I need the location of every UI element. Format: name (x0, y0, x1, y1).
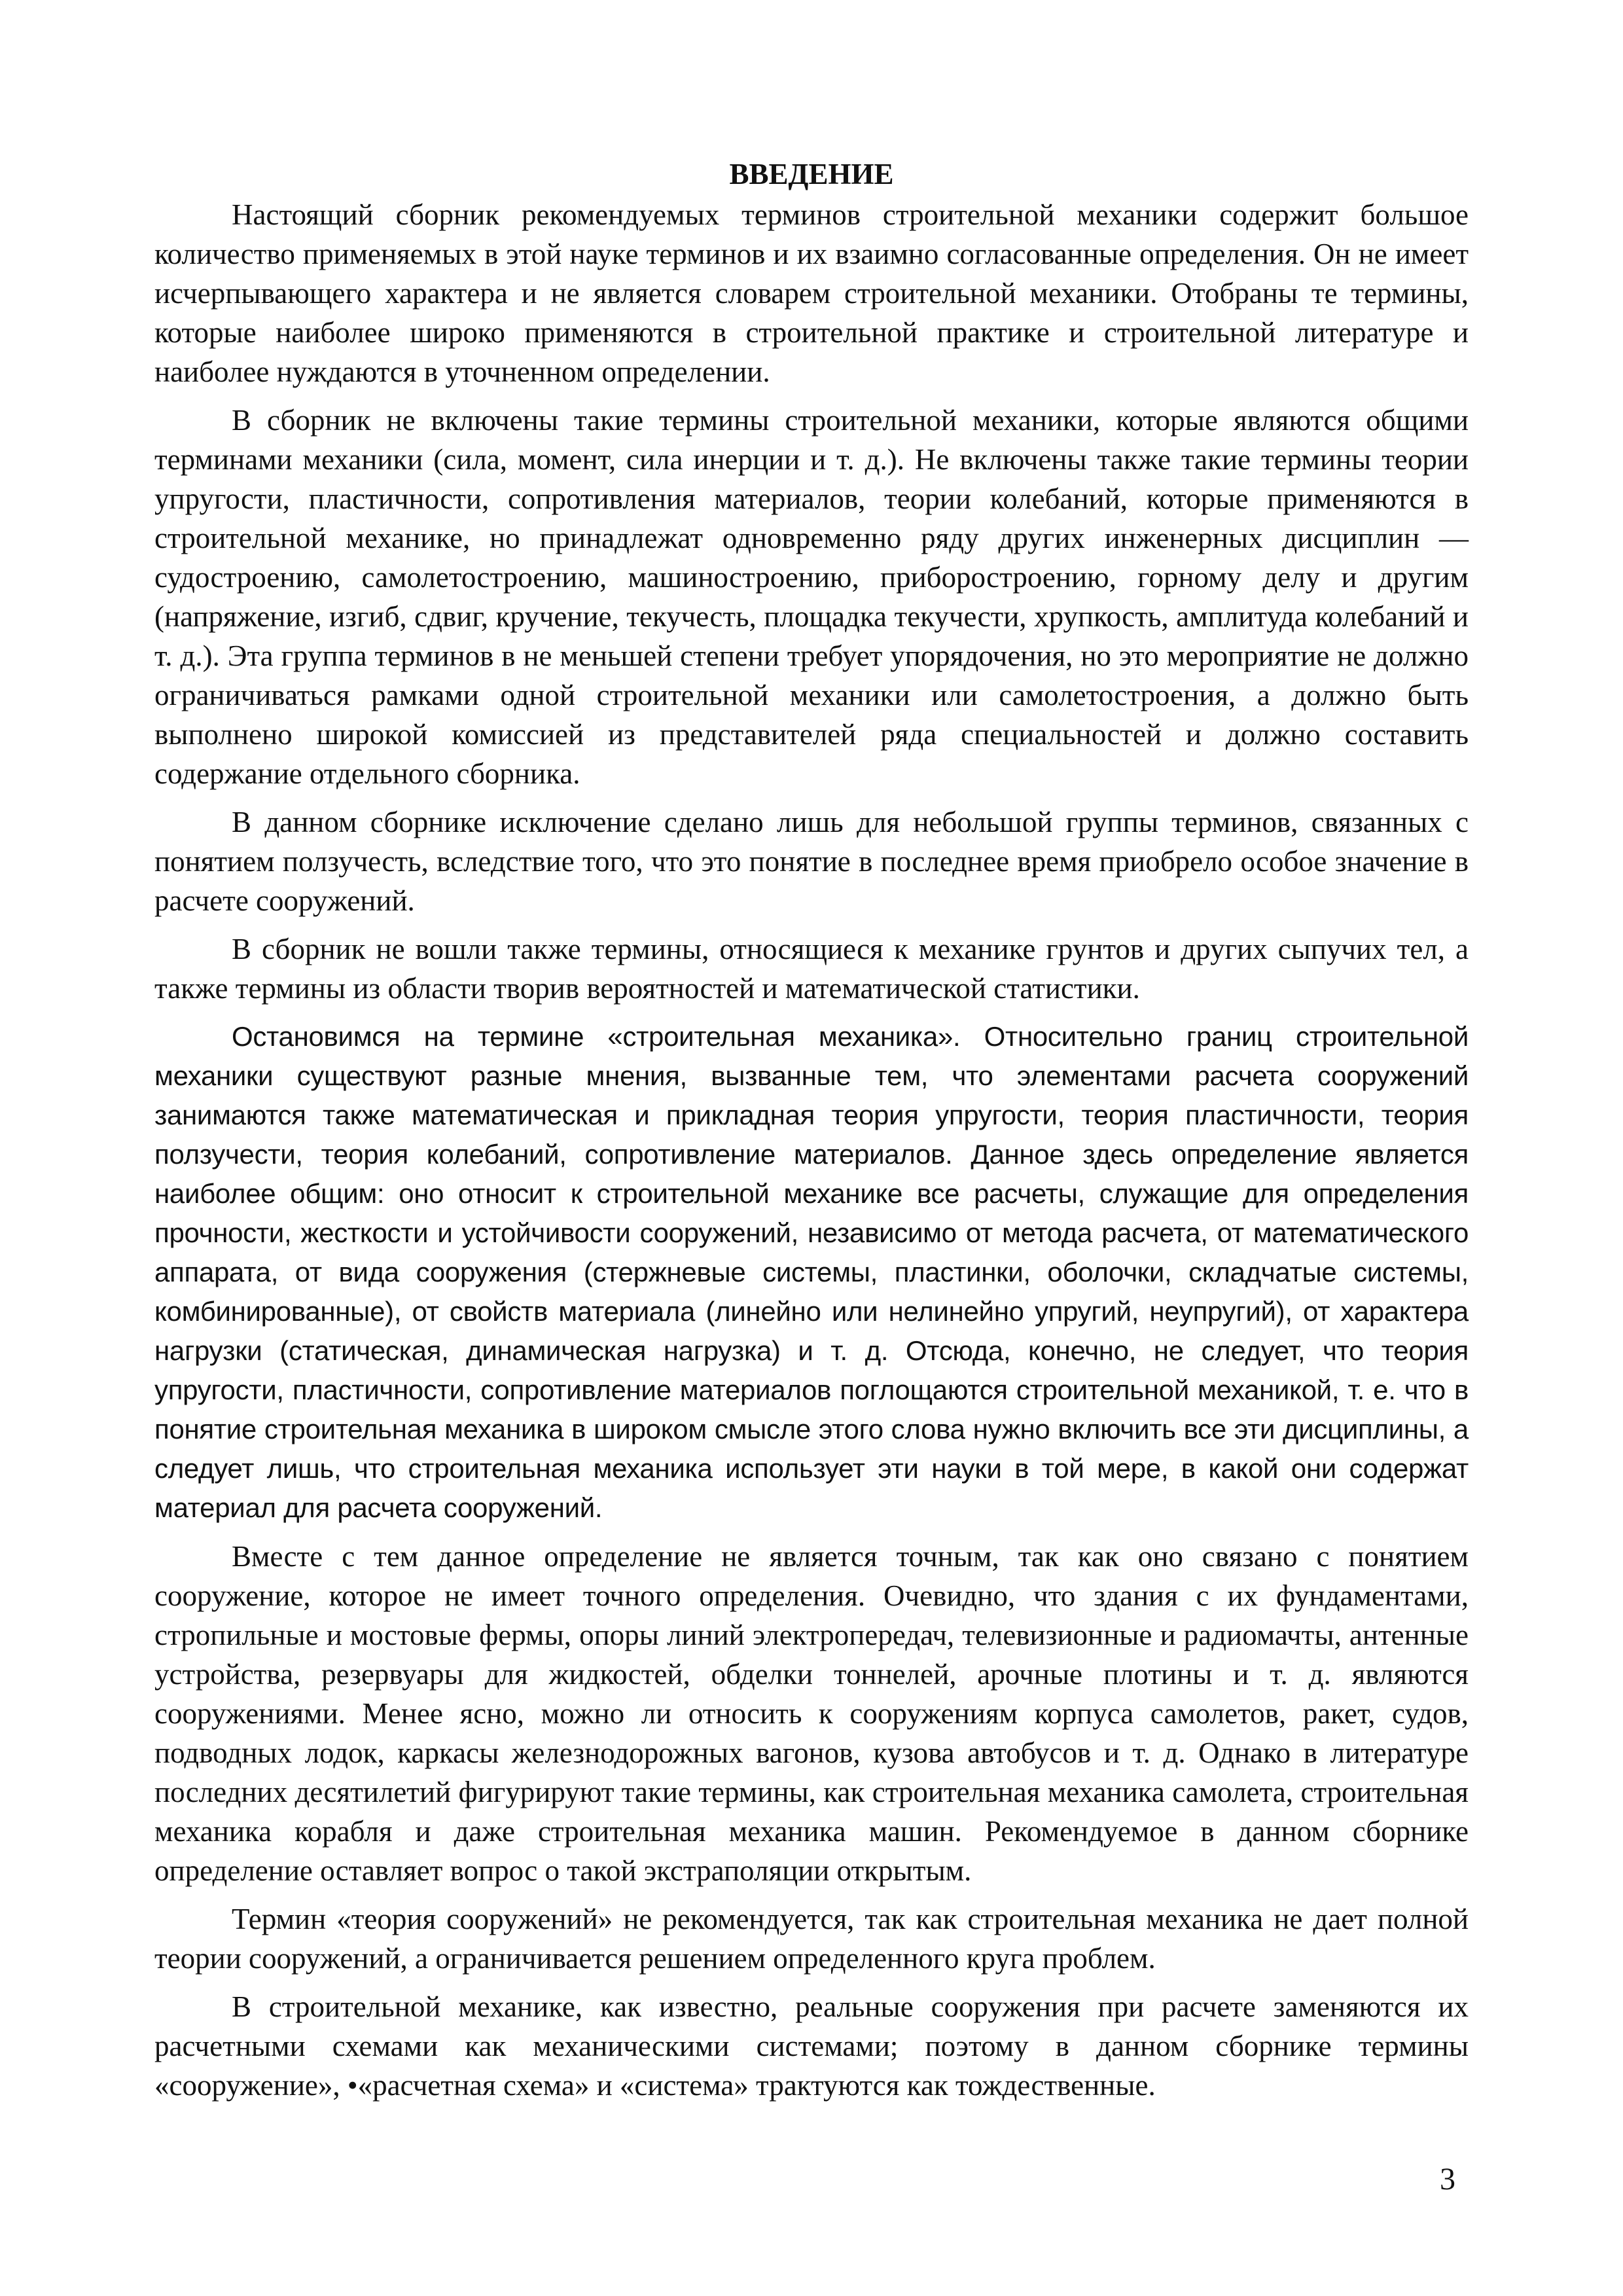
paragraph-creep-exception: В данном сборнике исключение сделано лишь для небольшой группы терминов, связанных с понятием ползучесть, вследствие того, что это понятие в последнее время приобрело особое значение в расчете сооружений. (154, 806, 1469, 917)
paragraph-exclusions: В сборник не включены такие термины строительной механики, которые являются общими терминами механики (сила, момент, сила инерции и т. д.). Не включены также такие термины теории упругости, пластичности, сопротивления материалов, теории колебаний, которые применяются в строительной механике, но принадлежат одновременно ряду других инженерных дисциплин — судостроению, самолетостроению, машиностроению, приборостроению, горному делу и другим (напряжение, изгиб, сдвиг, кручение, текучесть, площадка текучести, хрупкость, амплитуда колебаний и т. д.). Эта группа терминов в не меньшей степени требует упорядочения, но это мероприятие не должно ограничиваться рамками одной строительной механики или самолетостроения, а должно быть выполнено широкой комиссией из представителей ряда специальностей и должно составить содержание отдельного сборника. (154, 404, 1469, 790)
document-page (154, 154, 1469, 2114)
paragraph-soil-mechanics: В сборник не вошли также термины, относящиеся к механике грунтов и других сыпучих тел, а также термины из области творив вероятностей и математической статистики. (154, 933, 1469, 1005)
paragraph-structure-definition: Вместе с тем данное определение не является точным, так как оно связано с понятием сооружение, которое не имеет точного определения. Очевидно, что здания с их фундаментами, стропильные и мостовые фермы, опоры линий электропередач, телевизионные и радиомачты, антенные устройства, резервуары для жидкостей, обделки тоннелей, арочные плотины и т. д. являются сооружениями. Менее ясно, можно ли относить к сооружениям корпуса самолетов, ракет, судов, подводных лодок, каркасы железнодорожных вагонов, кузова автобусов и т. д. Однако в литературе последних десятилетий фигурируют такие термины, как строительная механика самолета, строительная механика корабля и даже строительная механика машин. Рекомендуемое в данном сборнике определение оставляет вопрос о такой экстраполяции открытым. (154, 1540, 1469, 1887)
paragraph-design-schemes: В строительной механике, как известно, реальные сооружения при расчете заменяются их расчетными схемами как механическими системами; поэтому в данном сборнике термины «сооружение», •«расчетная схема» и «система» трактуются как тождественные. (154, 1990, 1469, 2102)
page-number: 3 (1440, 2162, 1455, 2197)
paragraph-theory-of-structures: Термин «теория сооружений» не рекомендуется, так как строительная механика не дает полной теории сооружений, а ограничивается решением определенного круга проблем. (154, 1903, 1469, 1975)
paragraph-structural-mechanics-scope: Остановимся на термине «строительная механика». Относительно границ строительной механики существуют разные мнения, вызванные тем, что элементами расчета сооружений занимаются также математическая и прикладная теория упругости, теория пластичности, теория ползучести, теория колебаний, сопротивление материалов. Данное здесь определение является наиболее общим: оно относит к строительной механике все расчеты, служащие для определения прочности, жесткости и устойчивости сооружений, независимо от метода расчета, от математического аппарата, от вида сооружения (стержневые системы, пластинки, оболочки, складчатые системы, комбинированные), от свойств материала (линейно или нелинейно упругий, неупругий), от характера нагрузки (статическая, динамическая нагрузка) и т. д. Отсюда, конечно, не следует, что теория упругости, пластичности, сопротивление материалов поглощаются строительной механикой, т. е. что в понятие строительная механика в широком смысле этого слова нужно включить все эти дисциплины, а следует лишь, что строительная механика использует эти науки в той мере, в какой они содержат материал для расчета сооружений. (154, 1021, 1469, 1523)
paragraph-purpose: Настоящий сборник рекомендуемых терминов строительной механики содержит большое количество применяемых в этой науке терминов и их взаимно согласованные определения. Он не имеет исчерпывающего характера и не является словарем строительной механики. Отобраны те термины, которые наиболее широко применяются в строительной практике и строительной литературе и наиболее нуждаются в уточненном определении. (154, 198, 1469, 388)
section-title: ВВЕДЕНИЕ (729, 158, 894, 190)
